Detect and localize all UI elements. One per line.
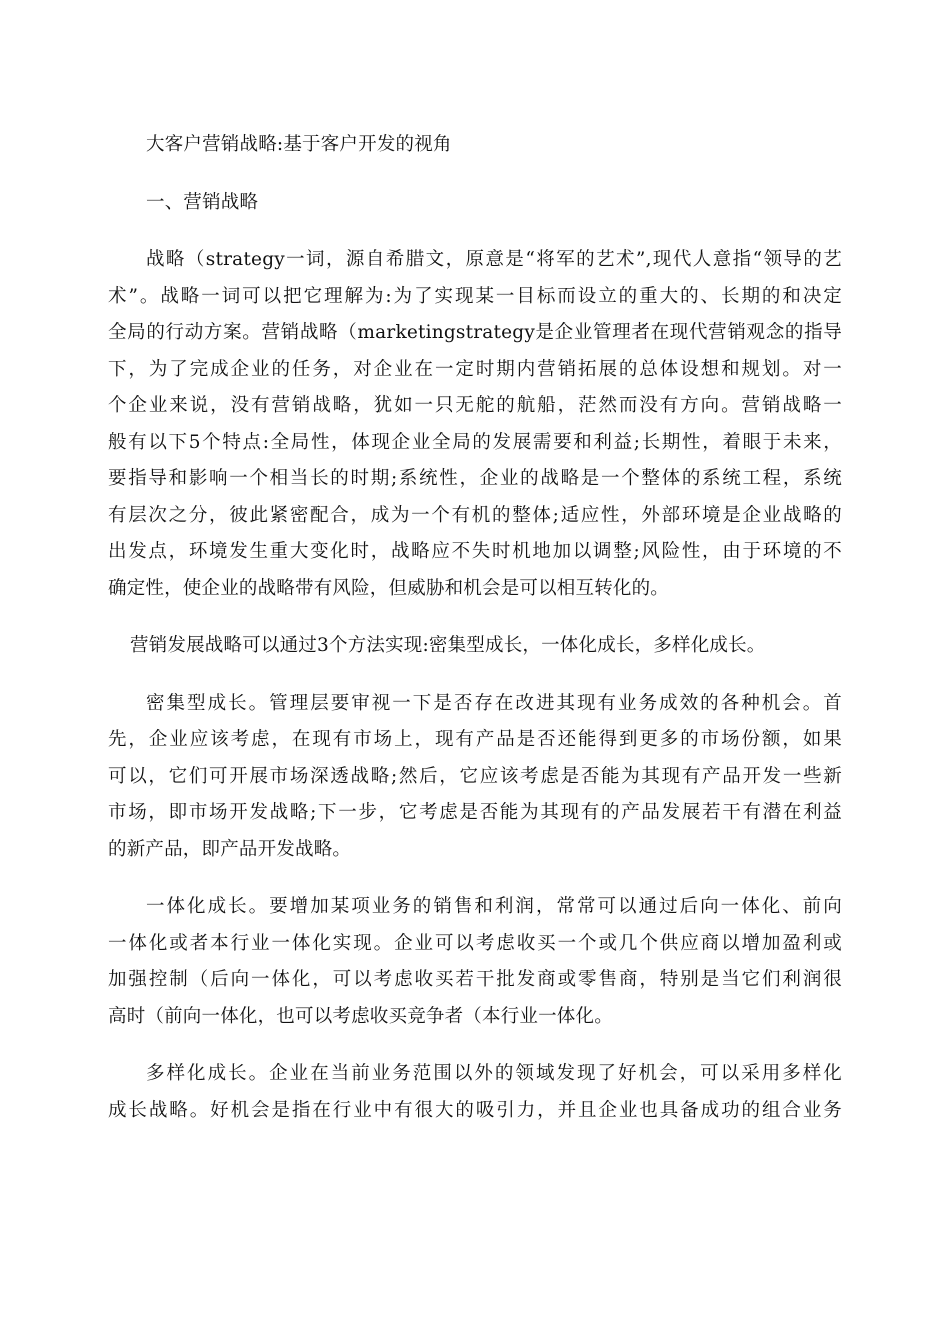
paragraph-line: 战略（strategy一词，源自希腊文，原意是“将军的艺术”,现代人意指“领导的艺 [146,249,842,270]
paragraph-diversification-growth [108,1056,842,1129]
paragraph-line: 加强控制（后向一体化，可以考虑收买若干批发商或零售商，特别是当它们利润很 [108,969,842,990]
paragraph-line: 确定性，使企业的战略带有风险，但威胁和机会是可以相互转化的。 [108,577,670,599]
paragraph-line: 市场，即市场开发战略;下一步，它考虑是否能为其现有的产品发展若干有潜在利益 [108,802,842,823]
paragraph-intensive-growth [108,686,842,869]
paragraph-line: 可以，它们可开展市场深透战略;然后，它应该考虑是否能为其现有产品开发一些新 [108,765,842,787]
document-page [108,127,842,1150]
paragraph-growth-methods [108,628,842,665]
paragraph-line: 要指导和影响一个相当长的时期;系统性，企业的战略是一个整体的系统工程，系统 [108,468,842,489]
paragraph-integrative-growth [108,889,842,1035]
paragraph-line: 一体化成长。要增加某项业务的销售和利润，常常可以通过后向一体化、前向 [146,896,842,917]
paragraph-line: 个企业来说，没有营销战略，犹如一只无舵的航船，茫然而没有方向。营销战略一 [108,395,842,416]
paragraph-line: 一体化或者本行业一体化实现。企业可以考虑收买一个或几个供应商以增加盈利或 [108,932,842,954]
paragraph-line: 般有以下5个特点:全局性，体现企业全局的发展需要和利益;长期性，着眼于未来， [108,431,842,453]
paragraph-line: 先，企业应该考虑，在现有市场上，现有产品是否还能得到更多的市场份额，如果 [108,729,842,750]
paragraph-line: 成长战略。好机会是指在行业中有很大的吸引力，并且企业也具备成功的组合业务 [108,1099,842,1121]
paragraph-line: 营销发展战略可以通过3个方法实现:密集型成长，一体化成长，多样化成长。 [130,635,766,656]
paragraph-line: 有层次之分，彼此紧密配合，成为一个有机的整体;适应性，外部环境是企业战略的 [108,504,842,526]
paragraph-line: 多样化成长。企业在当前业务范围以外的领域发现了好机会，可以采用多样化 [146,1063,842,1084]
paragraph-line: 密集型成长。管理层要审视一下是否存在改进其现有业务成效的各种机会。首 [146,692,842,714]
document-title: 大客户营销战略:基于客户开发的视角 [146,134,452,155]
paragraph-line: 术”。战略一词可以把它理解为:为了实现某一目标而设立的重大的、长期的和决定 [108,285,842,307]
paragraph-strategy-definition [108,242,842,607]
paragraph-line: 高时（前向一体化，也可以考虑收买竞争者（本行业一体化。 [108,1005,613,1027]
paragraph-line: 的新产品，即产品开发战略。 [108,838,352,860]
paragraph-line: 下，为了完成企业的任务，对企业在一定时期内营销拓展的总体设想和规划。对一 [108,358,842,380]
section-heading: 一、营销战略 [146,191,259,213]
paragraph-line: 全局的行动方案。营销战略（marketingstrategy是企业管理者在现代营销观念的指导 [108,322,842,343]
paragraph-line: 出发点，环境发生重大变化时，战略应不失时机地加以调整;风险性，由于环境的不 [108,541,842,562]
